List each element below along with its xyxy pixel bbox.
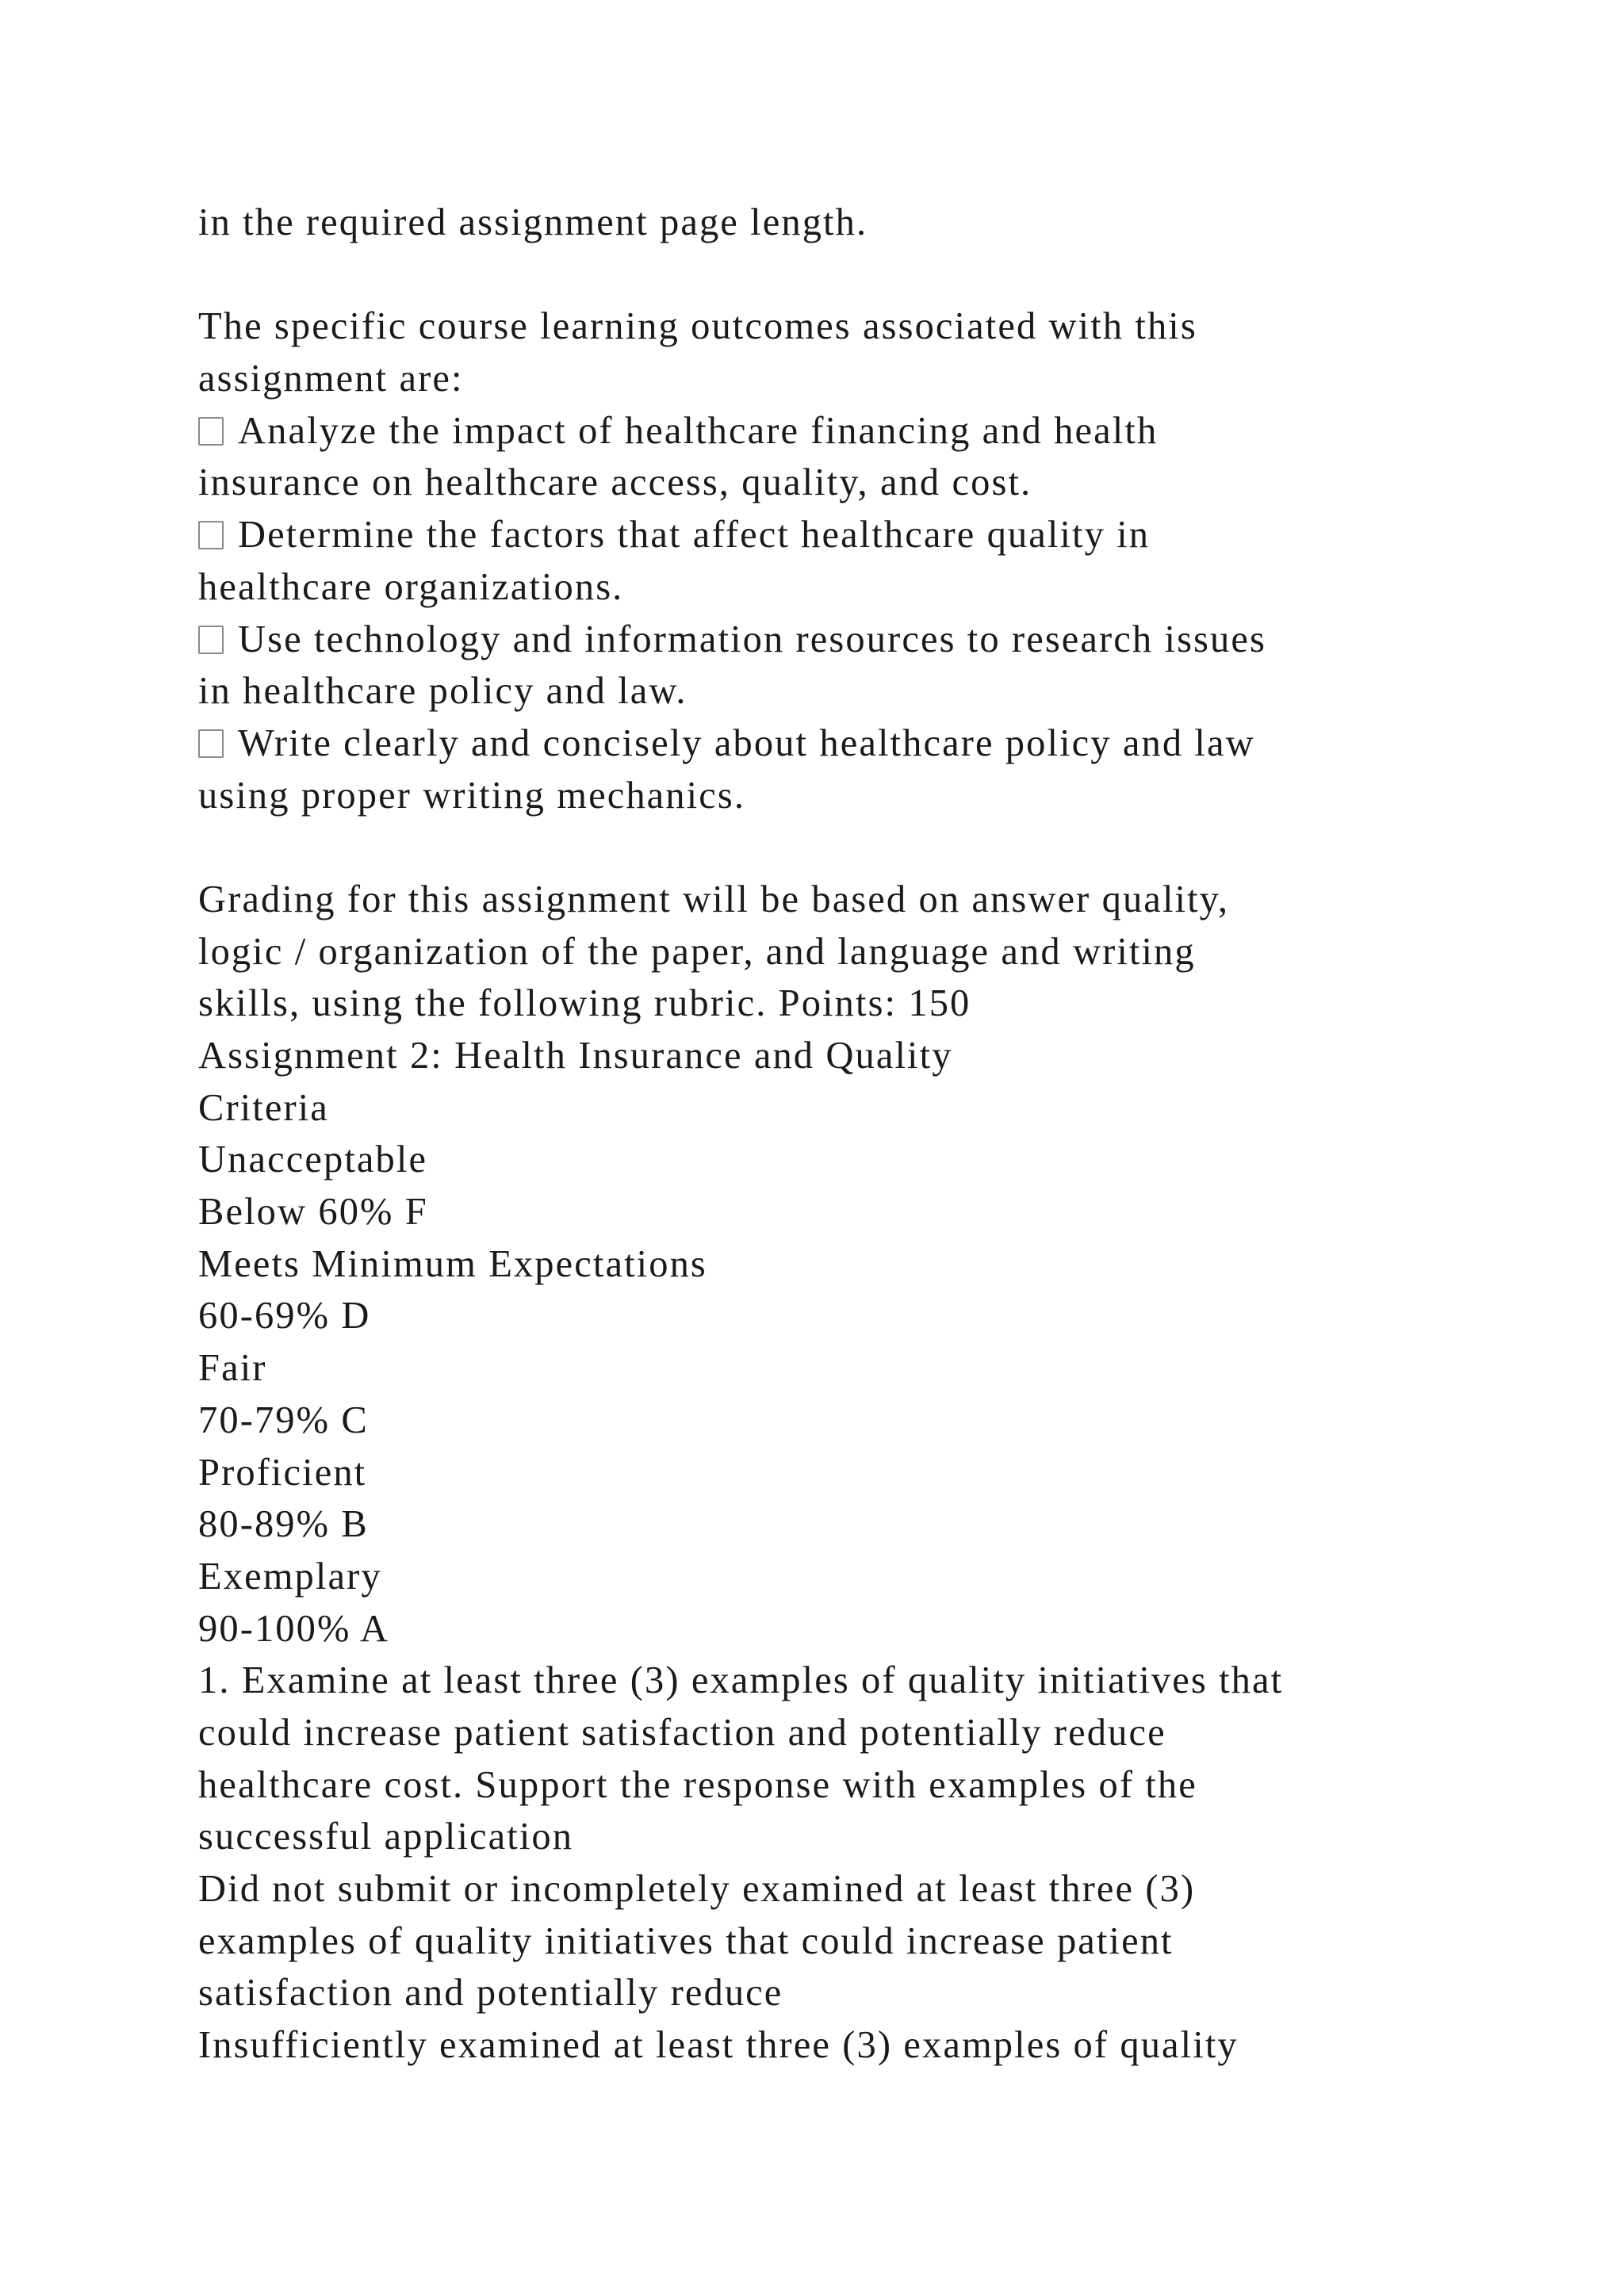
outcome-item	[198, 614, 1546, 666]
text-line: logic / organization of the paper, and language and writing	[198, 930, 1196, 973]
rubric-header: Criteria	[198, 1086, 329, 1129]
text-line: skills, using the following rubric. Points: 150	[198, 982, 971, 1025]
rubric-header: 60-69% D	[198, 1295, 371, 1337]
rubric-header: Unacceptable	[198, 1138, 428, 1181]
criterion-text: Did not submit or incompletely examined at least three (3)	[198, 1868, 1196, 1910]
text-line: insurance on healthcare access, quality, and cost.	[198, 461, 1032, 504]
bullet-box-icon	[198, 626, 224, 654]
outcome-text: Determine the factors that affect healthcare quality in	[238, 514, 1151, 557]
criterion-text: 1. Examine at least three (3) examples of quality initiatives that	[198, 1659, 1284, 1702]
rubric-header: Fair	[198, 1347, 267, 1390]
rubric-header: Meets Minimum Expectations	[198, 1242, 707, 1285]
text-line: Grading for this assignment will be based on answer quality,	[198, 878, 1230, 920]
rubric-header: 90-100% A	[198, 1607, 390, 1650]
text-line: assignment are:	[198, 358, 464, 400]
bullet-box-icon	[198, 729, 224, 758]
text-line: in healthcare policy and law.	[198, 670, 688, 713]
text-line: The specific course learning outcomes associated with this	[198, 305, 1197, 348]
paragraph-gap	[198, 249, 1546, 301]
document-body	[198, 197, 1546, 2072]
outcome-text: Use technology and information resources to research issues	[238, 618, 1266, 660]
outcome-item	[198, 718, 1546, 770]
outcome-item	[198, 405, 1546, 457]
rubric-header: Below 60% F	[198, 1191, 428, 1234]
criterion-text: examples of quality initiatives that could increase patient	[198, 1919, 1174, 1962]
outcome-text: Analyze the impact of healthcare financing and health	[238, 409, 1159, 452]
rubric-header: Proficient	[198, 1451, 367, 1494]
criterion-text: could increase patient satisfaction and potentially reduce	[198, 1711, 1166, 1754]
rubric-header: 70-79% C	[198, 1399, 369, 1441]
rubric-header: 80-89% B	[198, 1503, 369, 1546]
text-line: using proper writing mechanics.	[198, 774, 746, 817]
criterion-text: healthcare cost. Support the response with examples of the	[198, 1763, 1197, 1806]
bullet-box-icon	[198, 521, 224, 549]
criterion-text: satisfaction and potentially reduce	[198, 1972, 783, 2015]
paragraph-gap	[198, 821, 1546, 874]
outcome-text: Write clearly and concisely about healthcare policy and law	[238, 721, 1255, 764]
text-line: healthcare organizations.	[198, 565, 624, 608]
criterion-text: successful application	[198, 1816, 574, 1858]
outcome-item	[198, 509, 1546, 561]
rubric-header: Exemplary	[198, 1555, 382, 1598]
criterion-text: Insufficiently examined at least three (3) examples of quality	[198, 2024, 1239, 2067]
rubric-title: Assignment 2: Health Insurance and Quality	[198, 1035, 953, 1077]
text-line: in the required assignment page length.	[198, 201, 868, 243]
bullet-box-icon	[198, 417, 224, 446]
